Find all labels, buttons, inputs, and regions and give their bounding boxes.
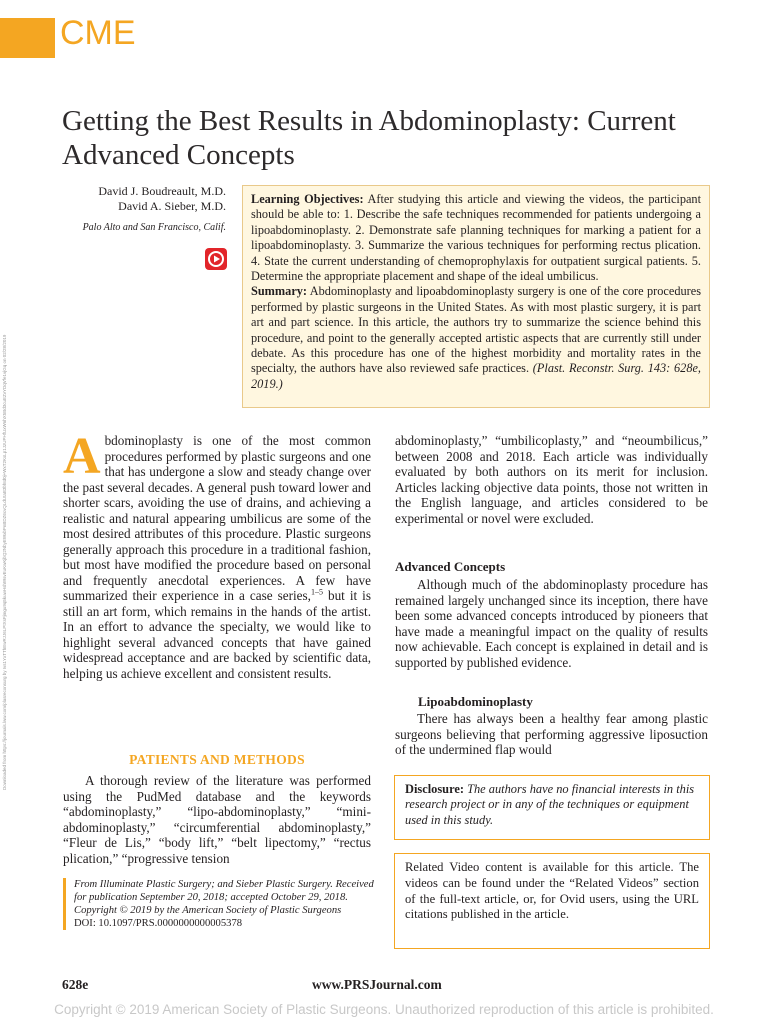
author-list (40, 184, 226, 214)
download-side-note: Downloaded from https://journals.lww.com/plasreconsurg by Ivs1YxTThEwRJJ6LPtXsFjmgu9q5kuwHshWsvEuKwKjbQ2NbyEWxbPnBDZ6cvQLdUtaB3bhtd0j+WxT2KsLp1JzUPHfUxWnhX5Bd3cuEZvYDqVfe1vjGq on 02/28/2019 (2, 334, 7, 790)
footnote-copyright: Copyright © 2019 by the American Society of Plastic Surgeons (74, 905, 342, 916)
intro-reference: 1–5 (310, 587, 323, 597)
drop-cap: A (63, 428, 101, 485)
methods-paragraph (63, 773, 371, 866)
methods-heading: PATIENTS AND METHODS (129, 752, 305, 767)
disclosure-label: Disclosure: (405, 782, 464, 796)
author-2: David A. Sieber, M.D. (118, 199, 226, 213)
disclosure-text: The authors have no financial interests in this research project or in any of the techniques or equipment used in this study. (405, 782, 695, 827)
summary-label: Summary: (251, 284, 308, 299)
advanced-concepts-heading: Advanced Concepts (395, 559, 506, 574)
journal-url[interactable]: www.PRSJournal.com (312, 977, 442, 992)
citation: (Plast. Reconstr. Surg. 143: 628e, 2019.) (251, 361, 701, 391)
page-number: 628e (62, 977, 89, 992)
lipoabdominoplasty-paragraph (395, 711, 708, 758)
lipoabdominoplasty-heading: Lipoabdominoplasty (418, 694, 533, 709)
copyright-notice: Copyright © 2019 American Society of Plastic Surgeons. Unauthorized reproduction of this article is prohibited. (54, 1002, 714, 1017)
learning-objectives-box (242, 185, 710, 408)
article-title: Getting the Best Results in Abdominoplasty: Current Advanced Concepts (62, 105, 676, 171)
lipoabdominoplasty-text: There has always been a healthy fear among plastic surgeons believing that performing aggressive liposuction of the undermined flap would (395, 711, 708, 757)
methods-continued: abdominoplasty,” “umbilicoplasty,” and “neoumbilicus,” between 2008 and 2018. Each article was individually evaluated by both authors on its merit for inclusion. Articles lacking objective data points, those not written in the English language, and articles considered to be experimental or novel were excluded. (395, 433, 708, 526)
cme-bar (0, 18, 55, 58)
received-note: From Illuminate Plastic Surgery; and Sieber Plastic Surgery. Received for publication September 20, 2018; accepted October 29, 2018. (74, 879, 374, 903)
intro-text: bdominoplasty is one of the most common procedures performed by plastic surgeons and one that has undergone a slow and steady change over the past several decades. A general push toward lower and shorter scars, avoiding the use of drains, and achieving a realistic and natural appearing umbilicus are some of the most desired attributes of this procedure. Plastic surgeons generally approach this procedure in a traditional fashion, but most have modified the procedure based on personal and frequently anecdotal experiences. A few have summarized their experience in a case series, (63, 433, 371, 603)
cme-badge: CME (60, 14, 136, 52)
right-column (395, 433, 708, 526)
doi: DOI: 10.1097/PRS.0000000000005378 (74, 918, 243, 929)
left-column (63, 428, 371, 681)
lo-text: After studying this article and viewing the videos, the participant should be able to: 1. Describe the safe techniques recommended for patients undergoing a lipoabdominoplasty. 2. Demonstrate safe planning techniques for marking a patient for a lipoabdominoplasty. 3. Summarize the various techniques for performing rectus plication. 4. State the current understanding of chemoprophylaxis for outpatient surgical patients. 5. Determine the appropriate placement and shape of the ideal umbilicus. (251, 192, 701, 284)
lo-label: Learning Objectives: (251, 192, 364, 206)
affiliation: Palo Alto and San Francisco, Calif. (82, 222, 226, 233)
video-play-icon[interactable] (205, 248, 227, 270)
disclosure-box (394, 775, 710, 840)
advanced-concepts-text: Although much of the abdominoplasty procedure has remained largely unchanged since its inception, there have been some advanced concepts introduced by pioneers that have made a meaningful impact on the quality of results now achievable. Each concept is explained in detail and is supported by published evidence. (395, 577, 708, 670)
author-1: David J. Boudreault, M.D. (98, 184, 226, 198)
footnote-box (63, 878, 375, 930)
summary-text: Abdominoplasty and lipoabdominoplasty surgery is one of the core procedures performed by plastic surgeons in the United States. As with most plastic surgery, it is part art and part science. In this article, the authors try to summarize the science behind this procedure, and point to the generally accepted artistic aspects that are currently still under debate. As this procedure has one of the highest morbidity and mortality rates in the specialty, the authors have also reviewed safe practices. (251, 284, 701, 376)
related-video-box: Related Video content is available for this article. The videos can be found under the “Related Videos” section of the full-text article, or, for Ovid users, using the URL citations published in the article. (394, 853, 710, 949)
advanced-concepts-paragraph (395, 577, 708, 670)
intro-tail: but it is still an art form, which remains in the hands of the artist. In an effort to advance the specialty, we would like to highlight several advanced concepts that have gained widespread acceptance and are backed by scientific data, helping us achieve excellent and consistent results. (63, 588, 371, 681)
methods-text: A thorough review of the literature was performed using the PudMed database and the keywords “abdominoplasty,” “lipo-abdominoplasty,” “mini-abdominoplasty,” “circumferential abdominoplasty,” “Fleur de Lis,” “body lift,” “belt lipectomy,” “rectus plication,” “progressive tension (63, 773, 371, 866)
